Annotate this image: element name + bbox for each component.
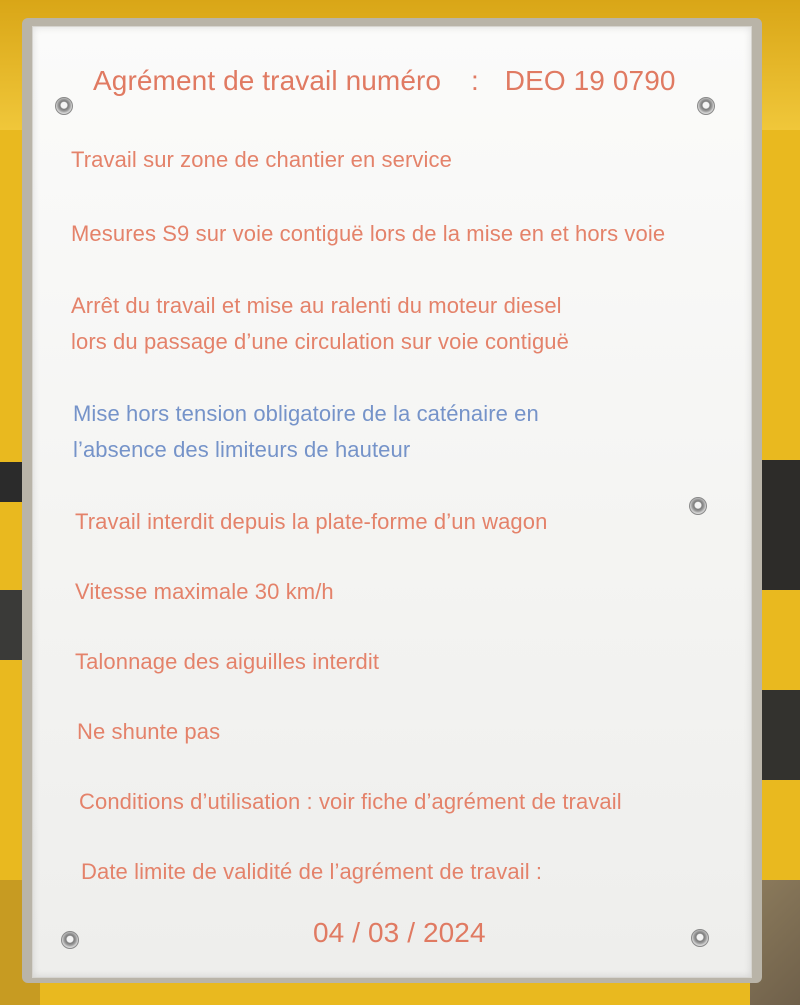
instruction-line: Travail sur zone de chantier en service [71, 147, 452, 172]
instruction-line: Vitesse maximale 30 km/h [75, 579, 334, 604]
instruction-line: Date limite de validité de l’agrément de travail : [81, 859, 543, 884]
screw-icon [689, 497, 707, 515]
instruction-line: Mesures S9 sur voie contiguë lors de la mise en et hors voie [71, 221, 666, 246]
instruction-line: lors du passage d’une circulation sur voie contiguë [71, 329, 569, 354]
screw-icon [697, 97, 715, 115]
instruction-line-blue: Mise hors tension obligatoire de la caténaire en [73, 401, 539, 426]
screw-icon [691, 929, 709, 947]
title-number: DEO 19 0790 [504, 65, 676, 96]
plate-title [93, 65, 676, 97]
title-label: Agrément de travail numéro [93, 65, 442, 96]
information-plate [32, 26, 752, 978]
screw-icon [61, 931, 79, 949]
instruction-line: Ne shunte pas [77, 719, 221, 744]
validity-date: 04 / 03 / 2024 [313, 917, 486, 948]
screw-icon [55, 97, 73, 115]
instruction-line-blue: l’absence des limiteurs de hauteur [73, 437, 411, 462]
instruction-line: Conditions d’utilisation : voir fiche d’agrément de travail [79, 789, 622, 814]
instruction-line: Travail interdit depuis la plate-forme d’un wagon [75, 509, 548, 534]
instruction-line: Talonnage des aiguilles interdit [75, 649, 380, 674]
instruction-line: Arrêt du travail et mise au ralenti du moteur diesel [71, 293, 562, 318]
title-separator: : [471, 65, 479, 96]
